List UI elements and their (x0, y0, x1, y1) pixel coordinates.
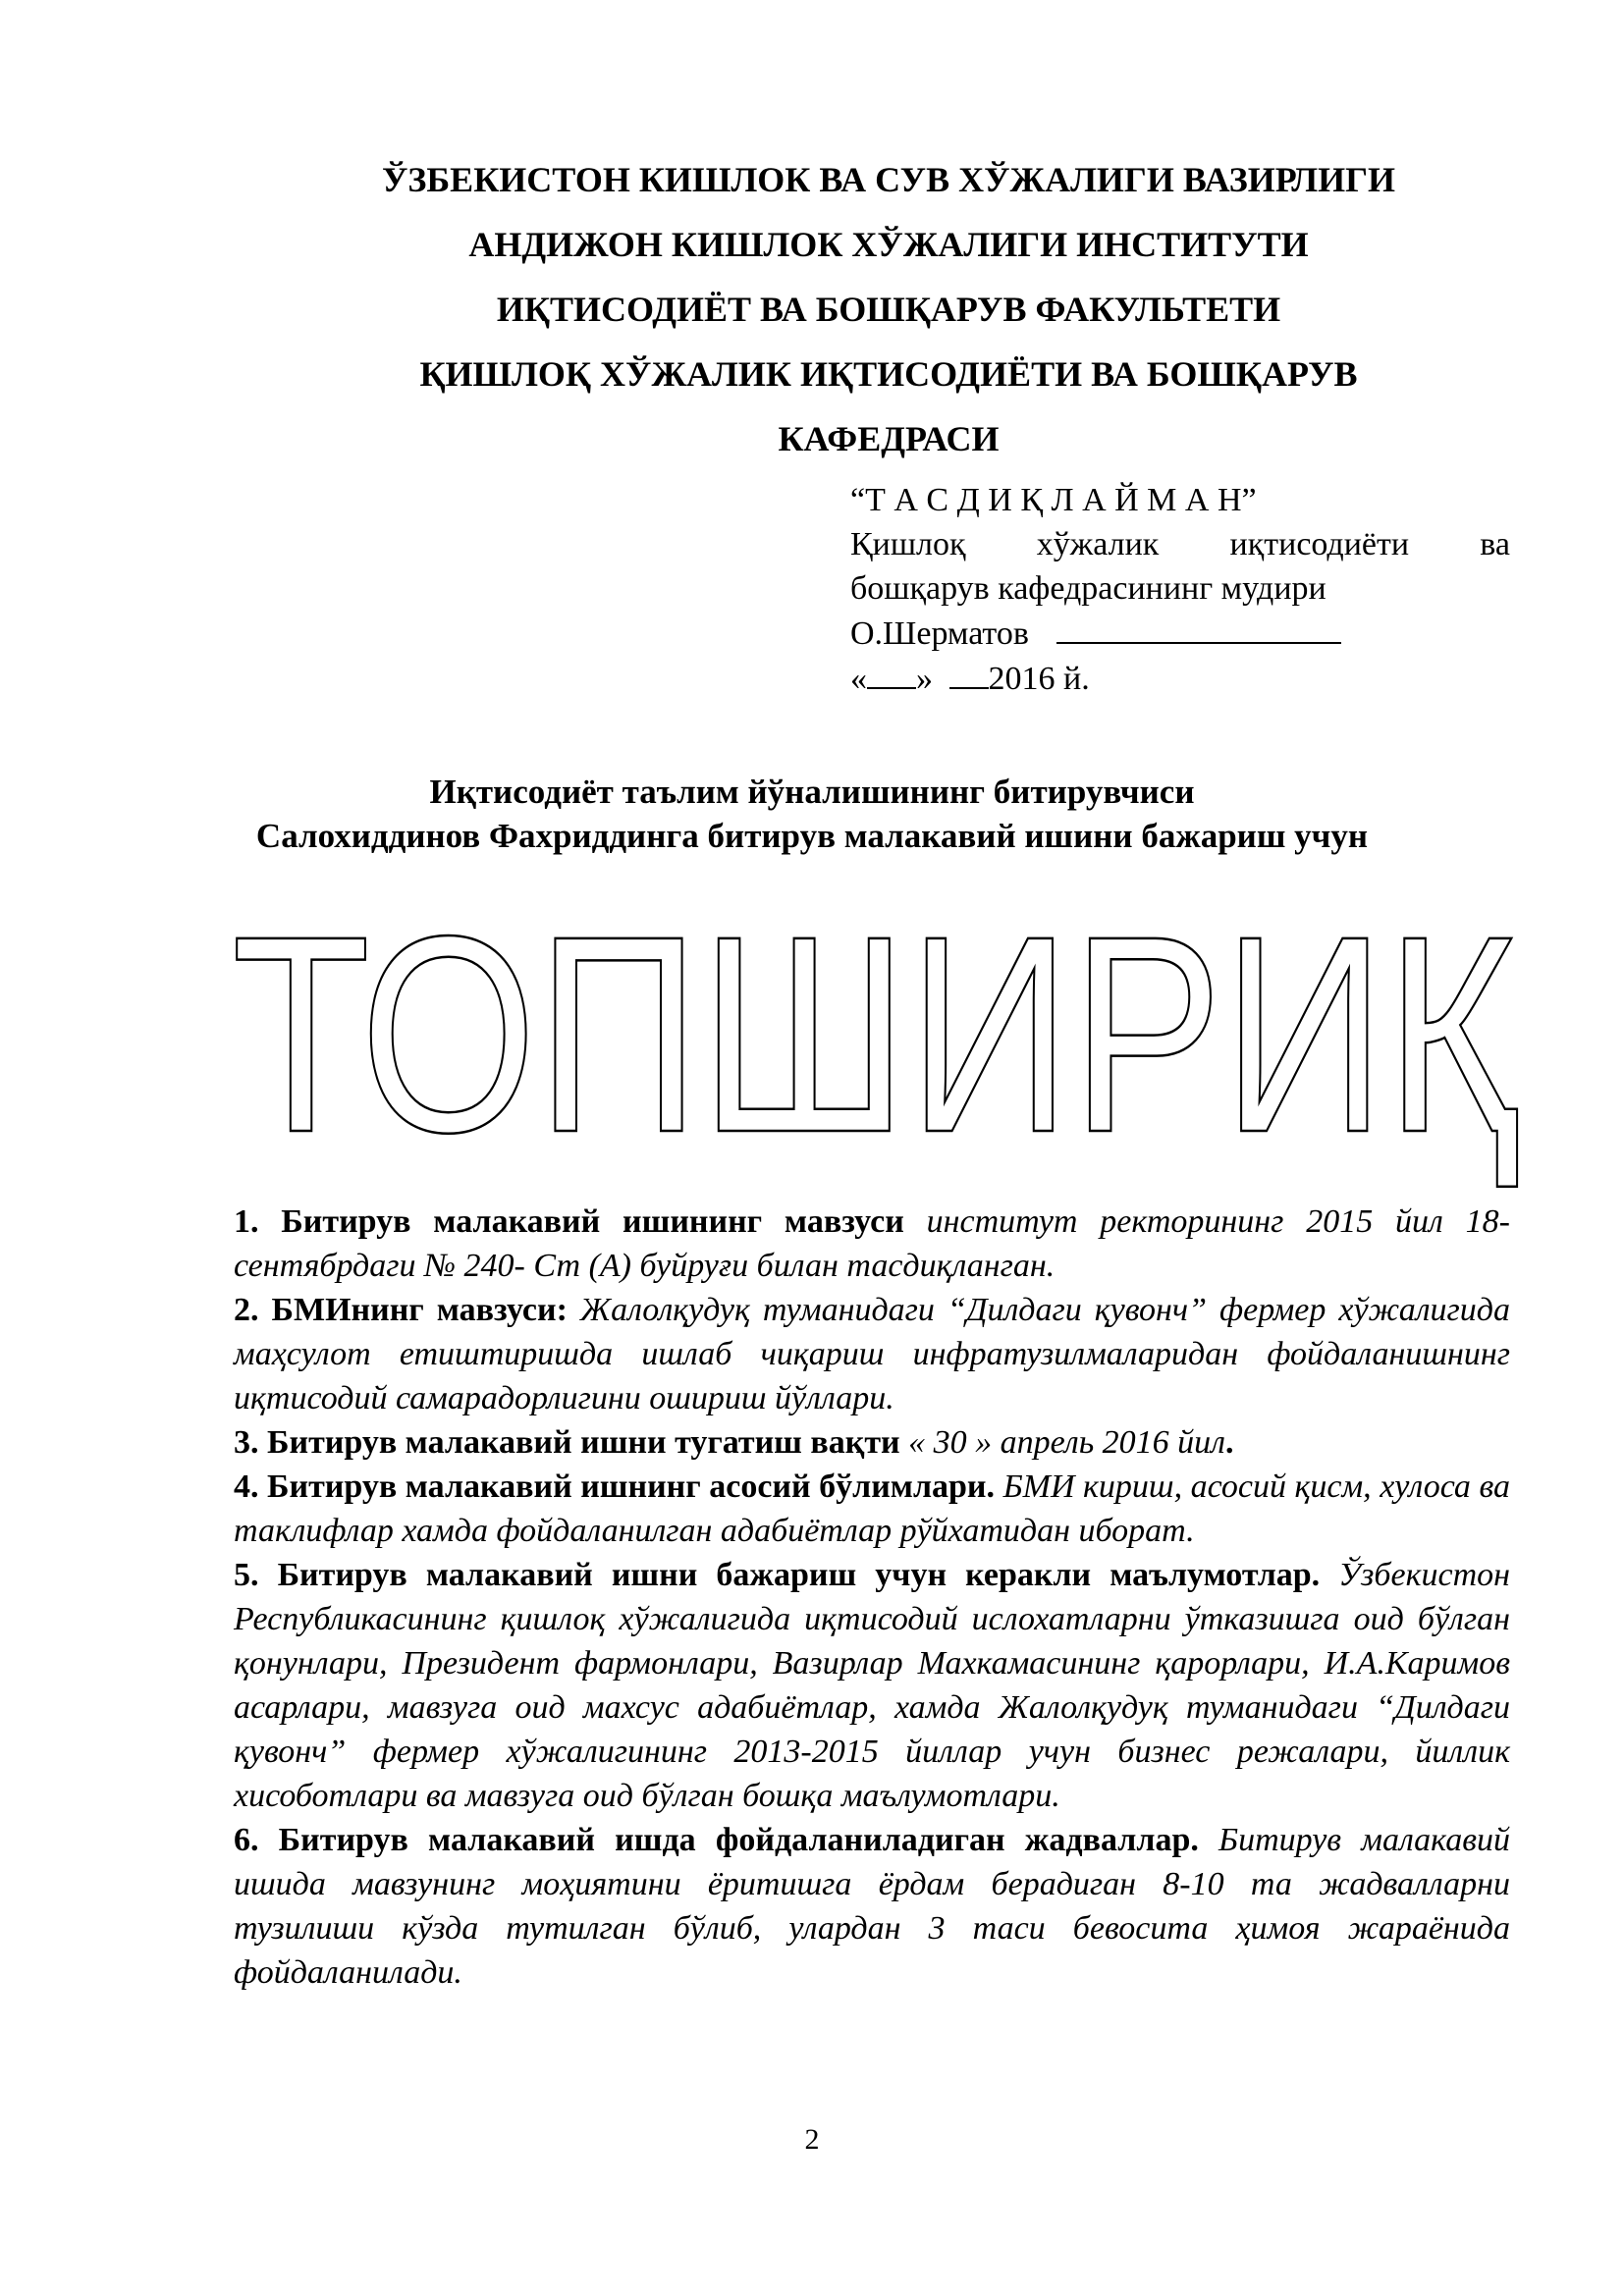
approval-position-line2: бошқарув кафедрасининг мудири (850, 570, 1326, 607)
assignment-item (234, 1818, 1510, 1995)
assignment-item (234, 1288, 1510, 1420)
assignment-subtitle (157, 770, 1467, 858)
approver-name: О.Шерматов (850, 615, 1029, 652)
approval-word: хўжалик (1036, 526, 1160, 562)
item-label: 6. Битирув малакавий ишда фойдаланиладиган жадваллар. (234, 1822, 1199, 1858)
signature-blank (1056, 611, 1341, 644)
approval-signature-line (850, 611, 1510, 656)
item-text: Битирув малакавий ишида мавзунинг моҳиятини ёритишга ёрдам берадиган 8-10 та жадвалларни тузилиши кўзда тутилган бўлиб, улардан 3 таси бевосита ҳимоя жараёнида фойдаланилади. (234, 1822, 1510, 1991)
day-blank (867, 656, 916, 689)
approval-position-line1 (850, 522, 1510, 566)
ministry-name: ЎЗБЕКИСТОН КИШЛОК ВА СУВ ХЎЖАЛИГИ ВАЗИРЛИГИ (381, 160, 1396, 199)
approval-word: Қишлоқ (850, 526, 966, 562)
department-name: ҚИШЛОҚ ХЎЖАЛИК ИҚТИСОДИЁТИ ВА БОШҚАРУВ (419, 354, 1358, 394)
page-number: 2 (804, 2123, 820, 2156)
assignment-line1: Иқтисодиёт таълим йўналишининг битирувчиси (429, 773, 1195, 811)
approval-block (850, 478, 1510, 701)
approval-date-line (850, 656, 1510, 701)
assignment-item (234, 1200, 1510, 1288)
institute-name: АНДИЖОН КИШЛОК ХЎЖАЛИГИ ИНСТИТУТИ (468, 225, 1309, 264)
assignment-line2: Салохиддинов Фахриддинга битирув малакавий ишини бажариш учун (255, 817, 1369, 855)
faculty-name: ИҚТИСОДИЁТ ВА БОШҚАРУВ ФАКУЛЬТЕТИ (496, 290, 1281, 329)
item-text: Ўзбекистон Республикасининг қишлоқ хўжалигида иқтисодий ислохатларни ўтказишга оид бўлган қонунлари, Президент фармонлари, Вазирлар Махкамасининг қарорлари, И.А.Каримов асарлари, мавзуга оид махсус адабиётлар, хамда Жалолқудуқ туманидаги “Дилдаги қувонч” фермер хўжалигининг 2013-2015 йиллар учун бизнес режалари, йиллик хисоботлари ва мавзуга оид бўлган бошқа маълумотлари. (234, 1557, 1511, 1814)
item-label: 5. Битирув малакавий ишни бажариш учун керакли маълумотлар. (234, 1557, 1321, 1593)
date-open-quote: « (850, 661, 867, 697)
item-text: БМИ кириш, асосий қисм, хулоса ва таклифлар хамда фойдаланилган адабиётлар рўйхатидан иборат. (234, 1468, 1510, 1549)
department-name-cont: КАФЕДРАСИ (778, 419, 1000, 458)
document-header (324, 147, 1453, 471)
approval-word: ва (1480, 526, 1510, 562)
item-text: Жалолқудуқ туманидаги “Дилдаги қувонч” фермер хўжалигида маҳсулот етиштиришда ишлаб чиқариш инфратузилмаларидан фойдаланишнинг иқтисодий самарадорлигини ошириш йўллари. (234, 1292, 1511, 1416)
big-title-text: ТОПШИРИҚ (232, 903, 1521, 1191)
item-label: 1. Битирув малакавий ишининг мавзуси (234, 1203, 904, 1240)
approval-word: иқтисодиёти (1229, 526, 1410, 562)
assignment-item (234, 1420, 1510, 1465)
assignment-item (234, 1553, 1510, 1818)
item-label: 4. Битирув малакавий ишнинг асосий бўлимлари. (234, 1468, 996, 1505)
date-close-quote: » (916, 661, 933, 697)
item-label: 3. Битирув малакавий ишни тугатиш вақти (234, 1424, 900, 1461)
assignment-item (234, 1465, 1510, 1553)
item-tail: . (1225, 1424, 1234, 1461)
approval-year: 2016 й. (988, 661, 1090, 697)
item-text: институт ректорининг 2015 йил 18-сентябрдаги № 240- Ст (А) буйруғи билан тасдиқланган. (234, 1203, 1510, 1284)
item-label: 2. БМИнинг мавзуси: (234, 1292, 568, 1328)
month-blank (949, 656, 989, 689)
approval-title: “Т А С Д И Қ Л А Й М А Н” (850, 482, 1257, 518)
item-text: « 30 » апрель 2016 йил (908, 1424, 1225, 1461)
assignment-items (234, 1200, 1510, 1995)
topshiriq-outline-title (222, 903, 1528, 1227)
